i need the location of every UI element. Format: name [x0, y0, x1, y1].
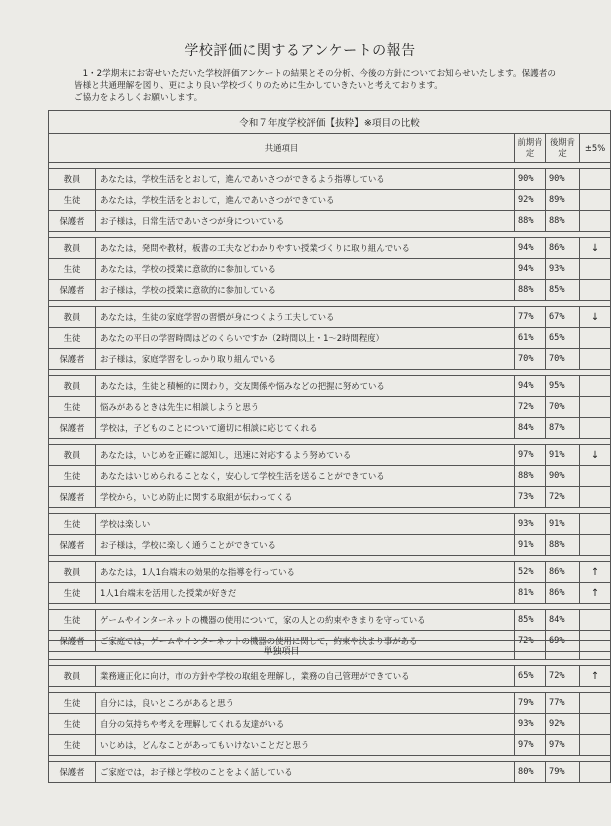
- table-row: [49, 445, 611, 466]
- prev-rate-cell: 90%: [515, 169, 546, 190]
- question-cell: あなたは，学校生活をとおして，進んであいさつができるよう指導している: [96, 169, 515, 190]
- respondent-cell: 生徒: [49, 610, 96, 631]
- table-row: [49, 328, 611, 349]
- change-arrow-cell: ↑: [580, 666, 611, 687]
- table-row: [49, 349, 611, 370]
- post-rate-cell: 85%: [546, 280, 580, 301]
- prev-rate-cell: 94%: [515, 259, 546, 280]
- table-row: [49, 307, 611, 328]
- question-cell: ゲームやインターネットの機器の使用について，家の人との約束やきまりを守っている: [96, 610, 515, 631]
- post-rate-cell: 65%: [546, 328, 580, 349]
- question-cell: あなたはいじめられることなく，安心して学校生活を送ることができている: [96, 466, 515, 487]
- respondent-cell: 教員: [49, 238, 96, 259]
- change-arrow-cell: [580, 714, 611, 735]
- prev-rate-cell: 72%: [515, 631, 546, 652]
- post-rate-cell: 86%: [546, 238, 580, 259]
- post-rate-cell: 92%: [546, 714, 580, 735]
- post-rate-cell: 70%: [546, 349, 580, 370]
- change-arrow-cell: ↑: [580, 562, 611, 583]
- table-row: [49, 190, 611, 211]
- question-cell: あなたは，1人1台端末の効果的な指導を行っている: [96, 562, 515, 583]
- table-row: [49, 610, 611, 631]
- change-arrow-cell: ↓: [580, 445, 611, 466]
- question-cell: お子様は，日常生活であいさつが身についている: [96, 211, 515, 232]
- question-cell: 自分には，良いところがあると思う: [96, 693, 515, 714]
- question-cell: あなたは，学校生活をとおして，進んであいさつができている: [96, 190, 515, 211]
- prev-rate-cell: 80%: [515, 762, 546, 783]
- table-row: [49, 535, 611, 556]
- prev-rate-cell: 84%: [515, 418, 546, 439]
- prev-rate-cell: 97%: [515, 445, 546, 466]
- post-rate-cell: 77%: [546, 693, 580, 714]
- respondent-cell: 生徒: [49, 735, 96, 756]
- change-arrow-cell: [580, 418, 611, 439]
- prev-rate-cell: 94%: [515, 238, 546, 259]
- respondent-cell: 教員: [49, 169, 96, 190]
- change-arrow-cell: [580, 190, 611, 211]
- prev-rate-cell: 88%: [515, 466, 546, 487]
- prev-rate-cell: 93%: [515, 514, 546, 535]
- prev-rate-cell: 81%: [515, 583, 546, 604]
- change-arrow-cell: [580, 487, 611, 508]
- post-rate-cell: 72%: [546, 666, 580, 687]
- post-rate-cell: 90%: [546, 466, 580, 487]
- prev-rate-cell: 92%: [515, 190, 546, 211]
- diff-header: ±5%: [580, 134, 611, 163]
- table-row: [49, 762, 611, 783]
- change-arrow-cell: [580, 259, 611, 280]
- question-cell: あなたは，生徒の家庭学習の習慣が身につくよう工夫している: [96, 307, 515, 328]
- table-row: [49, 514, 611, 535]
- prev-rate-cell: 88%: [515, 280, 546, 301]
- single-items-header: 単独項目: [49, 641, 515, 660]
- table-row: [49, 397, 611, 418]
- change-arrow-cell: [580, 693, 611, 714]
- question-cell: お子様は，学校の授業に意欲的に参加している: [96, 280, 515, 301]
- table-row: [49, 666, 611, 687]
- prev-rate-cell: 77%: [515, 307, 546, 328]
- question-cell: 1人1台端末を活用した授業が好きだ: [96, 583, 515, 604]
- prev-rate-cell: 97%: [515, 735, 546, 756]
- prev-rate-cell: 91%: [515, 535, 546, 556]
- question-cell: お子様は，学校に楽しく通うことができている: [96, 535, 515, 556]
- table-row: [49, 259, 611, 280]
- post-rate-cell: 67%: [546, 307, 580, 328]
- question-cell: ご家庭では，ゲームやインターネットの機器の使用に関して，約束や決まり事がある: [96, 631, 515, 652]
- post-rate-cell: 72%: [546, 487, 580, 508]
- table-row: [49, 418, 611, 439]
- survey-comparison-table: [48, 110, 611, 652]
- prev-rate-cell: 94%: [515, 376, 546, 397]
- prev-rate-cell: 73%: [515, 487, 546, 508]
- post-rate-cell: 70%: [546, 397, 580, 418]
- respondent-cell: 保護者: [49, 418, 96, 439]
- post-rate-cell: 89%: [546, 190, 580, 211]
- change-arrow-cell: [580, 466, 611, 487]
- table-row: [49, 211, 611, 232]
- respondent-cell: 教員: [49, 445, 96, 466]
- change-arrow-cell: ↓: [580, 238, 611, 259]
- intro-closing: ご協力をよろしくお願いします。: [74, 93, 203, 103]
- page-title: 学校評価に関するアンケートの報告: [184, 43, 416, 59]
- post-rate-cell: 93%: [546, 259, 580, 280]
- intro-paragraph: 1・2学期末にお寄せいただいた学校評価アンケートの結果とその分析、今後の方針についてお知らせいたします。保護者の皆様と共通理解を図り、更により良い学校づくりのために生かしていきたいと考えております。: [74, 69, 556, 91]
- change-arrow-cell: [580, 169, 611, 190]
- change-arrow-cell: [580, 328, 611, 349]
- change-arrow-cell: [580, 397, 611, 418]
- change-arrow-cell: [580, 376, 611, 397]
- table-row: [49, 583, 611, 604]
- common-items-header: 共通項目: [49, 134, 515, 163]
- question-cell: お子様は，家庭学習をしっかり取り組んでいる: [96, 349, 515, 370]
- post-rate-cell: 87%: [546, 418, 580, 439]
- table-row: [49, 238, 611, 259]
- change-arrow-cell: [580, 280, 611, 301]
- table-row: [49, 169, 611, 190]
- respondent-cell: 保護者: [49, 487, 96, 508]
- post-rate-cell: 95%: [546, 376, 580, 397]
- post-header: 後期肯定: [546, 134, 580, 163]
- prev-rate-cell: 61%: [515, 328, 546, 349]
- respondent-cell: 保護者: [49, 211, 96, 232]
- prev-rate-cell: 85%: [515, 610, 546, 631]
- post-rate-cell: 86%: [546, 583, 580, 604]
- change-arrow-cell: ↑: [580, 583, 611, 604]
- table-row: [49, 693, 611, 714]
- prev-rate-cell: 70%: [515, 349, 546, 370]
- respondent-cell: 生徒: [49, 397, 96, 418]
- post-rate-cell: 91%: [546, 514, 580, 535]
- post-rate-cell: 86%: [546, 562, 580, 583]
- question-cell: 学校は楽しい: [96, 514, 515, 535]
- table-row: [49, 466, 611, 487]
- respondent-cell: 生徒: [49, 466, 96, 487]
- change-arrow-cell: [580, 535, 611, 556]
- single-items-table: [48, 640, 611, 783]
- respondent-cell: 保護者: [49, 535, 96, 556]
- post-rate-cell: 97%: [546, 735, 580, 756]
- respondent-cell: 教員: [49, 666, 96, 687]
- post-rate-cell: 88%: [546, 211, 580, 232]
- respondent-cell: 生徒: [49, 259, 96, 280]
- question-cell: 業務適正化に向け，市の方針や学校の取組を理解し，業務の自己管理ができている: [96, 666, 515, 687]
- prev-rate-cell: 65%: [515, 666, 546, 687]
- respondent-cell: 生徒: [49, 693, 96, 714]
- post-rate-cell: 91%: [546, 445, 580, 466]
- prev-rate-cell: 93%: [515, 714, 546, 735]
- respondent-cell: 生徒: [49, 583, 96, 604]
- prev-rate-cell: 79%: [515, 693, 546, 714]
- table-row: [49, 714, 611, 735]
- post-rate-cell: 90%: [546, 169, 580, 190]
- question-cell: あなたは，学校の授業に意欲的に参加している: [96, 259, 515, 280]
- question-cell: 自分の気持ちや考えを理解してくれる友達がいる: [96, 714, 515, 735]
- table-row: [49, 280, 611, 301]
- respondent-cell: 保護者: [49, 280, 96, 301]
- respondent-cell: 保護者: [49, 631, 96, 652]
- question-cell: 学校は，子どものことについて適切に相談に応じてくれる: [96, 418, 515, 439]
- table-row: [49, 376, 611, 397]
- prev-rate-cell: 72%: [515, 397, 546, 418]
- change-arrow-cell: ↓: [580, 307, 611, 328]
- question-cell: あなたは，発問や教材，板書の工夫などわかりやすい授業づくりに取り組んでいる: [96, 238, 515, 259]
- prev-header: 前期肯定: [515, 134, 546, 163]
- change-arrow-cell: [580, 735, 611, 756]
- question-cell: あなたは，生徒と積極的に関わり，交友関係や悩みなどの把握に努めている: [96, 376, 515, 397]
- respondent-cell: 生徒: [49, 714, 96, 735]
- table-caption: 令和７年度学校評価【抜粋】※項目の比較: [49, 111, 611, 134]
- respondent-cell: 教員: [49, 562, 96, 583]
- change-arrow-cell: [580, 211, 611, 232]
- intro-text: [74, 68, 564, 104]
- question-cell: あなたの平日の学習時間はどのくらいですか（2時間以上・1～2時間程度）: [96, 328, 515, 349]
- question-cell: いじめは，どんなことがあってもいけないことだと思う: [96, 735, 515, 756]
- change-arrow-cell: [580, 762, 611, 783]
- prev-rate-cell: 88%: [515, 211, 546, 232]
- post-rate-cell: 69%: [546, 631, 580, 652]
- question-cell: ご家庭では，お子様と学校のことをよく話している: [96, 762, 515, 783]
- respondent-cell: 教員: [49, 376, 96, 397]
- change-arrow-cell: [580, 610, 611, 631]
- change-arrow-cell: [580, 349, 611, 370]
- table-row: [49, 487, 611, 508]
- question-cell: 学校から，いじめ防止に関する取組が伝わってくる: [96, 487, 515, 508]
- prev-rate-cell: 52%: [515, 562, 546, 583]
- change-arrow-cell: [580, 514, 611, 535]
- respondent-cell: 生徒: [49, 328, 96, 349]
- table-row: [49, 735, 611, 756]
- question-cell: あなたは，いじめを正確に認知し，迅速に対応するよう努めている: [96, 445, 515, 466]
- question-cell: 悩みがあるときは先生に相談しようと思う: [96, 397, 515, 418]
- respondent-cell: 保護者: [49, 349, 96, 370]
- post-rate-cell: 88%: [546, 535, 580, 556]
- respondent-cell: 生徒: [49, 514, 96, 535]
- respondent-cell: 教員: [49, 307, 96, 328]
- table-row: [49, 562, 611, 583]
- respondent-cell: 保護者: [49, 762, 96, 783]
- respondent-cell: 生徒: [49, 190, 96, 211]
- post-rate-cell: 79%: [546, 762, 580, 783]
- post-rate-cell: 84%: [546, 610, 580, 631]
